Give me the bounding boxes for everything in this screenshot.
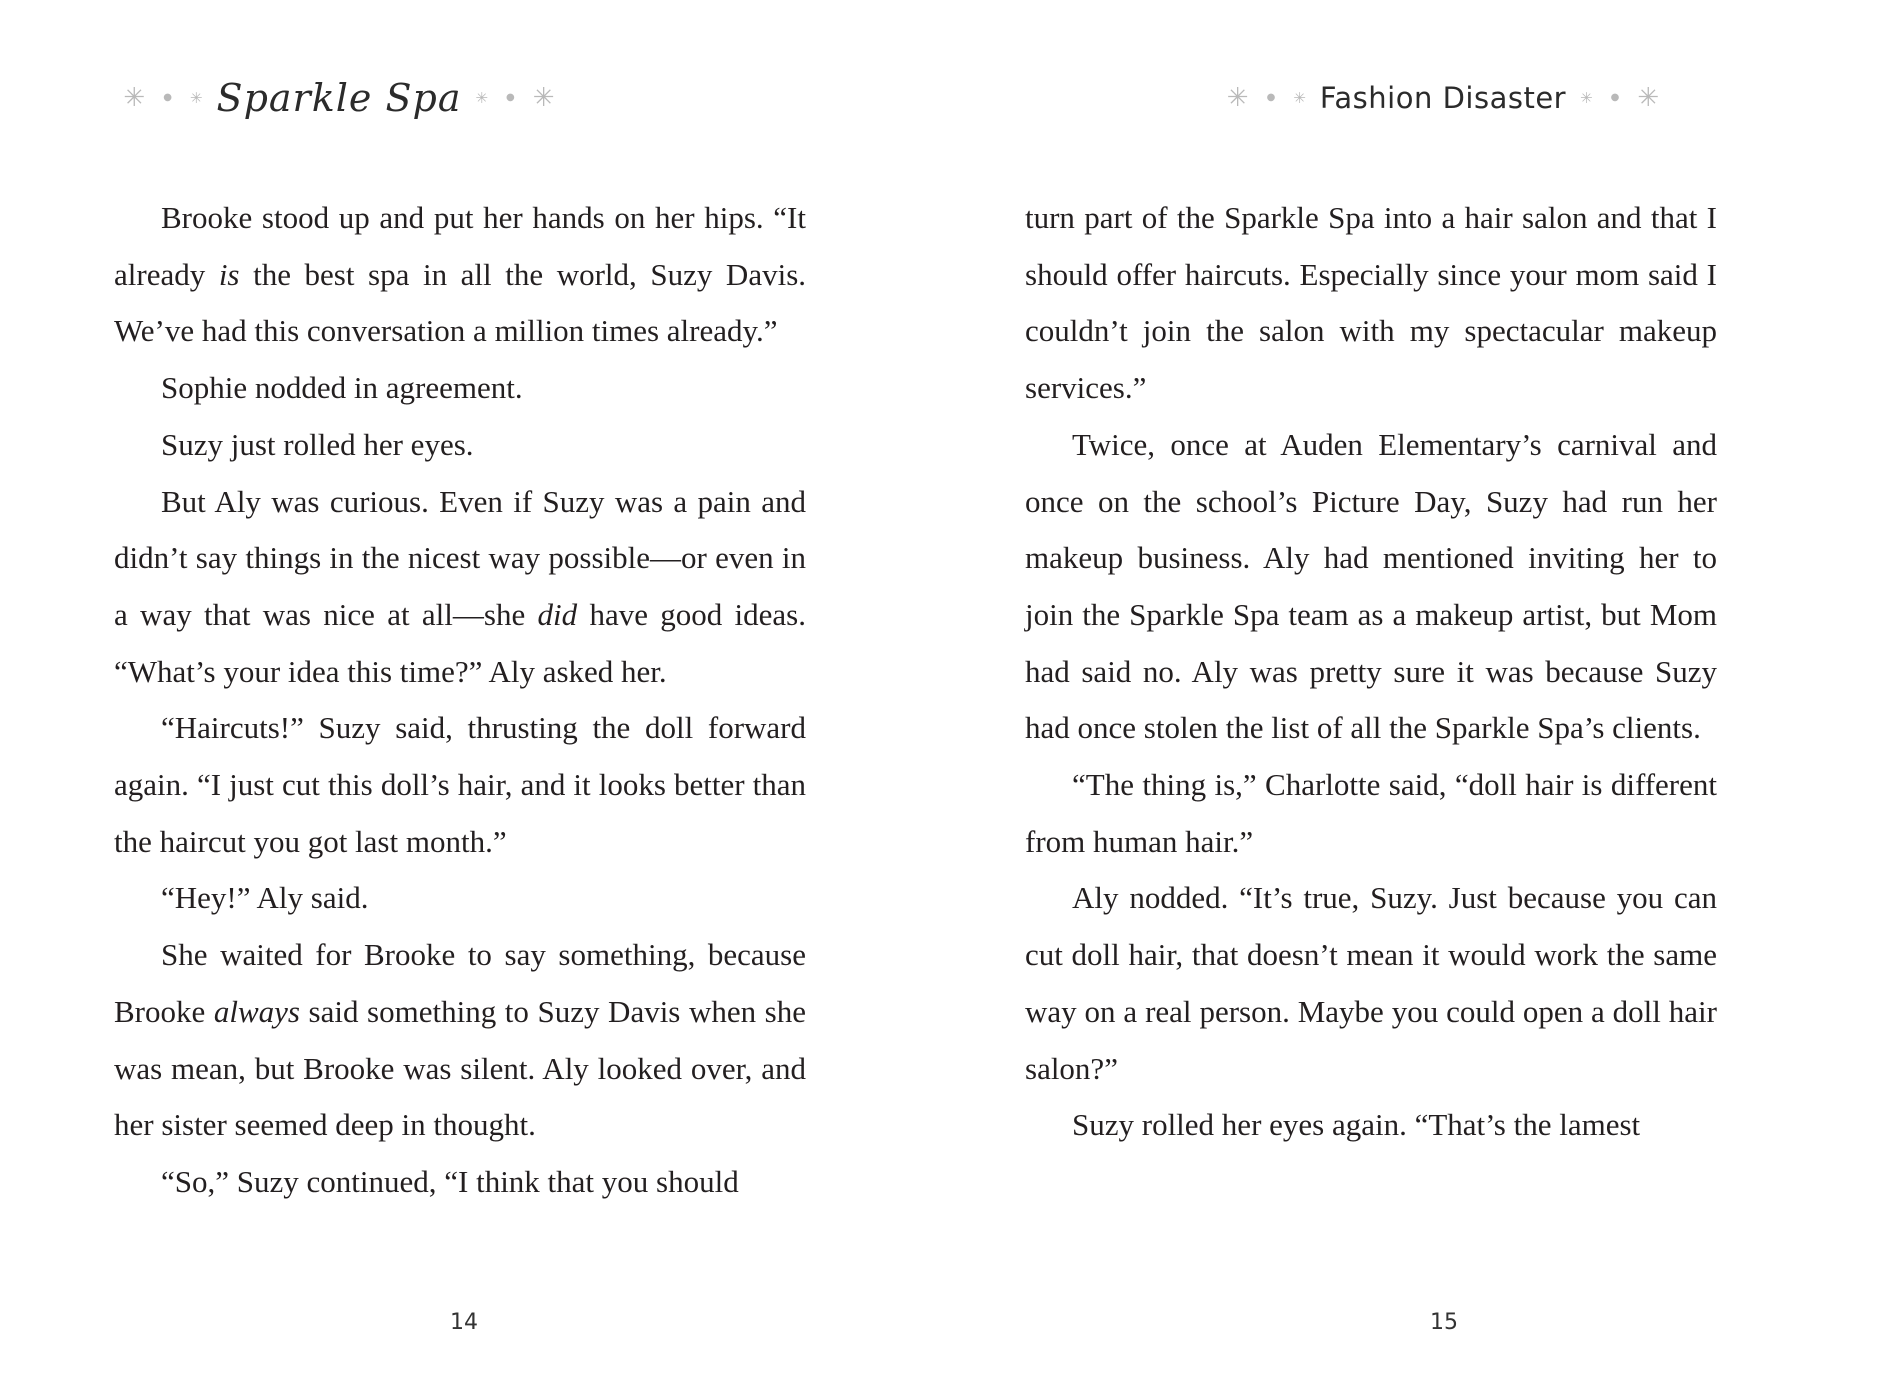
running-head-left — [0, 58, 808, 138]
text-run: Suzy rolled her eyes again. “That’s the lamest — [1072, 1107, 1641, 1143]
italic-text: did — [537, 596, 578, 632]
text-run: She waited for Brooke to say something, because Brooke — [114, 937, 806, 1029]
italic-text: is — [218, 256, 240, 292]
paragraph — [114, 700, 806, 870]
paragraph — [1025, 870, 1717, 1097]
sparkle-dot-icon: ● — [506, 92, 515, 103]
text-run: Aly nodded. “It’s true, Suzy. Just because you can cut doll hair, that doesn’t mean it would work the same way on a real person. Maybe you could open a doll hair salon?” — [1025, 880, 1717, 1086]
left-page — [0, 0, 938, 1396]
text-run: “Hey!” Aly said. — [161, 880, 369, 916]
paragraph — [114, 474, 806, 701]
text-run: Brooke stood up and put her hands on her hips. “It already — [114, 200, 806, 292]
sparkle-star-icon: ✳ — [475, 88, 489, 107]
paragraph — [114, 190, 806, 360]
paragraph — [114, 1154, 806, 1211]
text-run: But Aly was curious. Even if Suzy was a pain and didn’t say things in the nicest way possible—or even in a way that was nice at all—she — [114, 483, 806, 632]
text-run: have good ideas. “What’s your idea this time?” Aly asked her. — [114, 596, 806, 689]
paragraph — [1025, 757, 1717, 870]
chapter-title: Fashion Disaster — [1319, 81, 1567, 115]
sparkle-star-icon: ✳ — [1637, 83, 1660, 113]
running-head-right — [974, 58, 1877, 138]
paragraph — [114, 360, 806, 417]
text-run: “Haircuts!” Suzy said, thrusting the doll forward again. “I just cut this doll’s hair, and it looks better than the haircut you got last month.” — [114, 710, 806, 859]
sparkle-stars-right — [1580, 85, 1659, 111]
paragraph — [114, 927, 806, 1154]
text-run: Twice, once at Auden Elementary’s carnival and once on the school’s Picture Day, Suzy had run her makeup business. Aly had mentioned inviting her to join the Sparkle Spa team as a makeup artist, but Mom had said no. Aly was pretty sure it was because Suzy had once stolen the list of all the Sparkle Spa’s clients. — [1025, 426, 1717, 746]
paragraph — [1025, 190, 1717, 417]
sparkle-stars-right — [475, 85, 554, 111]
text-run: the best spa in all the world, Suzy Davis. We’ve had this conversation a million times already.” — [114, 256, 807, 349]
sparkle-stars-left — [1227, 85, 1306, 111]
right-page — [938, 0, 1876, 1396]
body-text-left — [114, 190, 806, 1211]
book-title: Sparkle Spa — [216, 76, 462, 120]
sparkle-star-icon: ✳ — [1226, 83, 1249, 113]
sparkle-star-icon: ✳ — [1293, 88, 1306, 107]
sparkle-star-icon: ✳ — [189, 88, 203, 107]
text-run: “The thing is,” Charlotte said, “doll hair is different from human hair.” — [1025, 767, 1717, 859]
sparkle-star-icon: ✳ — [123, 83, 146, 113]
paragraph — [1025, 1097, 1717, 1154]
text-run: turn part of the Sparkle Spa into a hair salon and that I should offer haircuts. Especially since your mom said I couldn’t join the salon with my spectacular makeup services.” — [1025, 200, 1717, 406]
sparkle-dot-icon: ● — [1266, 92, 1276, 103]
paragraph — [114, 417, 806, 474]
sparkle-dot-icon: ● — [163, 92, 172, 103]
sparkle-stars-left — [123, 85, 202, 111]
text-run: Sophie nodded in agreement. — [161, 370, 523, 406]
body-text-right — [1025, 190, 1717, 1154]
paragraph — [1025, 417, 1717, 757]
sparkle-star-icon: ✳ — [532, 83, 555, 113]
text-run: Suzy just rolled her eyes. — [161, 426, 474, 462]
text-run: said something to Suzy Davis when she was mean, but Brooke was silent. Aly looked over, and her sister seemed deep in thought. — [114, 993, 806, 1143]
page-number-right: 15 — [1430, 1310, 1458, 1335]
sparkle-star-icon: ✳ — [1580, 88, 1593, 107]
paragraph — [114, 870, 806, 927]
sparkle-dot-icon: ● — [1610, 92, 1620, 103]
page-number-left: 14 — [450, 1310, 478, 1335]
italic-text: always — [213, 993, 300, 1029]
text-run: “So,” Suzy continued, “I think that you should — [161, 1163, 739, 1199]
